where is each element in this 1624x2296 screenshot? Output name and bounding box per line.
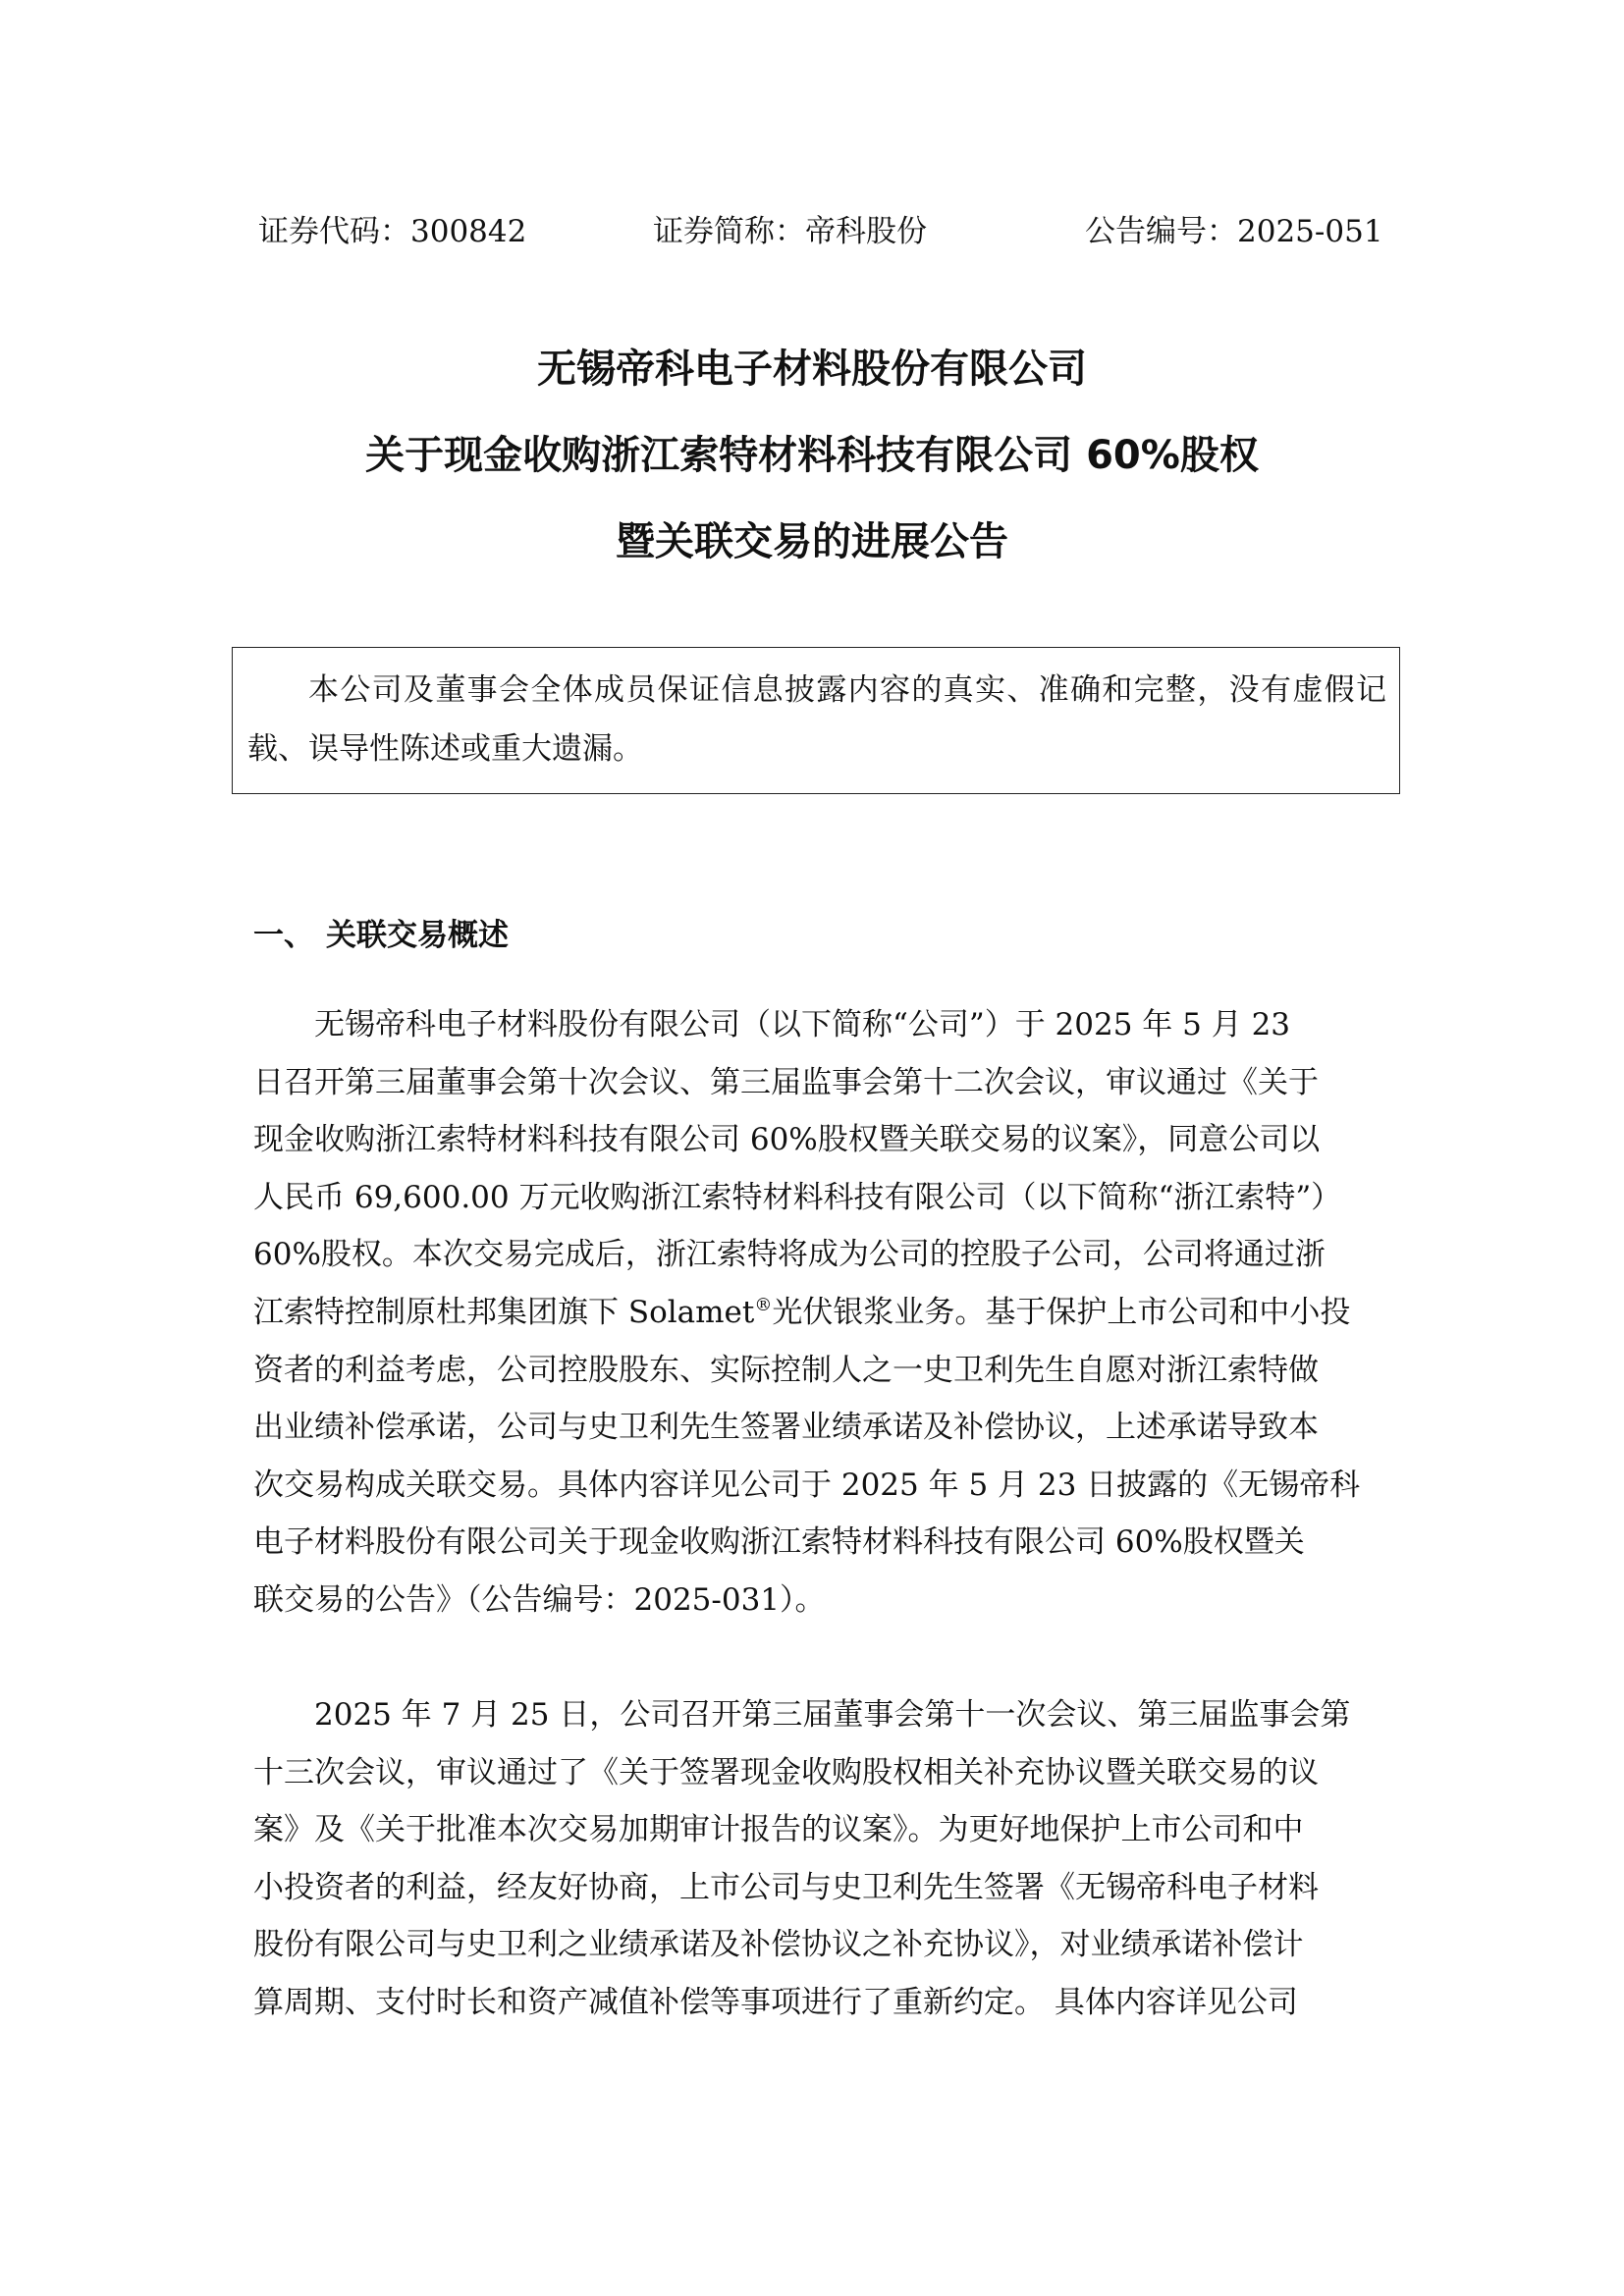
paragraph-overview	[253, 996, 1382, 1629]
paragraph-line: 十三次会议，审议通过了《关于签署现金收购股权相关补充协议暨关联交易的议	[253, 1754, 1319, 1790]
title-line-1: 无锡帝科电子材料股份有限公司	[537, 347, 1087, 392]
title-line-3: 暨关联交易的进展公告	[616, 519, 1008, 564]
section-heading	[253, 913, 842, 958]
security-code: 证券代码：300842	[258, 214, 527, 249]
paragraph-line: 算周期、支付时长和资产减值补偿等事项进行了重新约定。 具体内容详见公司	[253, 1984, 1298, 2020]
paragraph-line: 60%股权。本次交易完成后，浙江索特将成为公司的控股子公司，公司将通过浙	[253, 1237, 1326, 1273]
paragraph-line: 电子材料股份有限公司关于现金收购浙江索特材料科技有限公司 60%股权暨关	[253, 1524, 1305, 1561]
notice-text: 本公司及董事会全体成员保证信息披露内容的真实、准确和完整，没有虚假记载、误导性陈述或重大遗漏。	[247, 672, 1386, 767]
paragraph-line: 案》及《关于批准本次交易加期审计报告的议案》。为更好地保护上市公司和中	[253, 1812, 1304, 1848]
line-head: 江索特控制原杜邦集团旗下 Solamet	[253, 1294, 755, 1330]
security-name: 证券简称：帝科股份	[653, 214, 927, 249]
paragraph-line: 2025 年 7 月 25 日，公司召开第三届董事会第十一次会议、第三届监事会第	[314, 1697, 1351, 1733]
paragraph-line: 出业绩补偿承诺，公司与史卫利先生签署业绩承诺及补偿协议，上述承诺导致本	[253, 1410, 1319, 1446]
announcement-header	[0, 209, 1624, 254]
section-number: 一、	[253, 918, 314, 953]
paragraph-supplement	[253, 1686, 1382, 2032]
paragraph-line: 次交易构成关联交易。具体内容详见公司于 2025 年 5 月 23 日披露的《无锡帝科	[253, 1467, 1361, 1503]
line-tail: 光伏银浆业务。基于保护上市公司和中小投	[772, 1294, 1351, 1330]
paragraph-line: 人民币 69,600.00 万元收购浙江索特材料科技有限公司（以下简称“浙江索特”）	[253, 1179, 1342, 1215]
paragraph-line: 股份有限公司与史卫利之业绩承诺及补偿协议之补充协议》，对业绩承诺补偿计	[253, 1927, 1304, 1963]
announcement-number: 公告编号：2025-051	[1085, 214, 1383, 249]
paragraph-line-with-trademark	[253, 1284, 1382, 1342]
section-title: 关联交易概述	[326, 918, 509, 953]
paragraph-line: 无锡帝科电子材料股份有限公司（以下简称“公司”）于 2025 年 5 月 23	[314, 1007, 1291, 1042]
paragraph-line: 现金收购浙江索特材料科技有限公司 60%股权暨关联交易的议案》，同意公司以	[253, 1122, 1321, 1158]
paragraph-line: 小投资者的利益，经友好协商，上市公司与史卫利先生签署《无锡帝科电子材料	[253, 1869, 1319, 1905]
paragraph-line: 资者的利益考虑，公司控股股东、实际控制人之一史卫利先生自愿对浙江索特做	[253, 1352, 1319, 1388]
paragraph-line: 日召开第三届董事会第十次会议、第三届监事会第十二次会议，审议通过《关于	[253, 1064, 1319, 1100]
paragraph-line: 联交易的公告》（公告编号：2025-031）。	[253, 1581, 826, 1618]
registered-mark: ®	[754, 1294, 773, 1315]
title-line-2: 关于现金收购浙江索特材料科技有限公司 60%股权	[365, 433, 1259, 478]
